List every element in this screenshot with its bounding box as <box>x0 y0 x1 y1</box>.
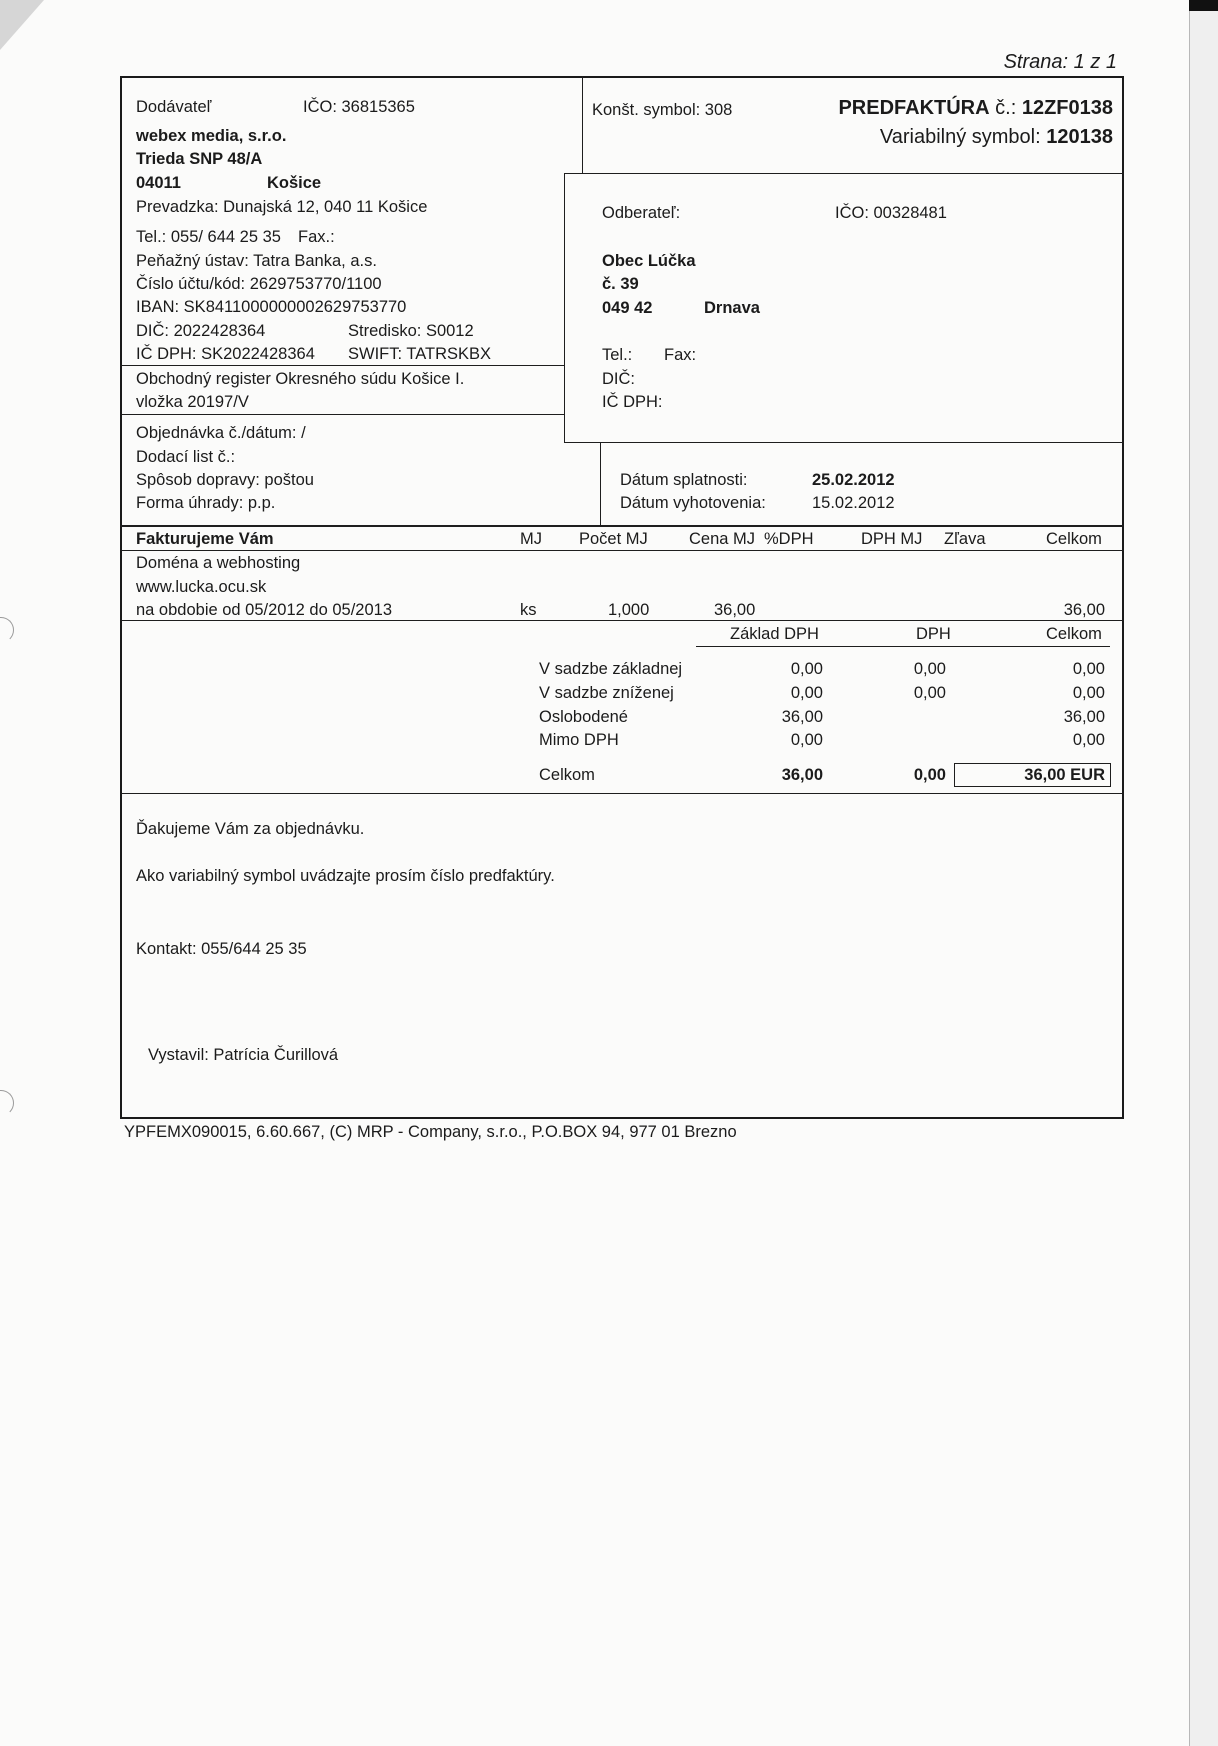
item-total: 36,00 <box>1063 601 1105 619</box>
supplier-premises: Prevadzka: Dunajská 12, 040 11 Košice <box>136 198 428 216</box>
summary-bottom-rule <box>120 793 1124 794</box>
item-description-line: na obdobie od 05/2012 do 05/2013 <box>136 601 392 619</box>
customer-city: Drnava <box>704 299 760 317</box>
supplier-account: Číslo účtu/kód: 2629753770/1100 <box>136 275 382 293</box>
variable-symbol <box>880 126 1113 148</box>
contact-note: Kontakt: 055/644 25 35 <box>136 940 307 958</box>
payment-method: Forma úhrady: p.p. <box>136 494 276 512</box>
summary-header-vat: DPH <box>916 625 951 643</box>
grand-total-vat: 0,00 <box>913 766 946 784</box>
scan-corner-bar <box>1189 0 1218 11</box>
variable-symbol-value: 120138 <box>1046 126 1113 148</box>
summary-row-total: 36,00 <box>1063 708 1105 726</box>
summary-row-label: V sadzbe zníženej <box>539 684 674 702</box>
supplier-dic: DIČ: 2022428364 <box>136 322 266 340</box>
supplier-rule <box>120 365 564 366</box>
due-date-label: Dátum splatnosti: <box>620 471 748 489</box>
supplier-swift: SWIFT: TATRSKBX <box>348 345 492 363</box>
summary-row-base: 36,00 <box>781 708 823 726</box>
variable-symbol-note: Ako variabilný symbol uvádzajte prosím číslo predfaktúry. <box>136 867 555 885</box>
items-header-discount: Zľava <box>944 530 986 548</box>
document-number-label: č.: <box>995 97 1017 119</box>
summary-row-total: 0,00 <box>1072 684 1105 702</box>
summary-row-base: 0,00 <box>790 731 823 749</box>
summary-row-base: 0,00 <box>790 660 823 678</box>
item-price: 36,00 <box>714 601 756 619</box>
supplier-label: Dodávateľ <box>136 98 212 116</box>
item-description-line: www.lucka.ocu.sk <box>136 578 267 596</box>
items-bottom-rule <box>120 620 1124 621</box>
document-type: PREDFAKTÚRA <box>838 97 990 119</box>
items-header-description: Fakturujeme Vám <box>136 530 274 548</box>
customer-label: Odberateľ: <box>602 204 681 222</box>
item-qty: 1,000 <box>608 601 650 619</box>
supplier-iban: IBAN: SK8411000000002629753770 <box>136 298 407 316</box>
item-description-line: Doména a webhosting <box>136 554 301 572</box>
item-unit: ks <box>520 601 537 619</box>
supplier-name: webex media, s.r.o. <box>136 127 287 145</box>
punch-hole-mark <box>0 617 14 643</box>
items-header-total: Celkom <box>1046 530 1102 548</box>
summary-row-label: Oslobodené <box>539 708 628 726</box>
summary-row-vat: 0,00 <box>913 684 946 702</box>
header-divider <box>582 76 583 173</box>
summary-row-vat: 0,00 <box>913 660 946 678</box>
supplier-center: Stredisko: S0012 <box>348 322 474 340</box>
scan-edge-strip <box>1189 0 1218 1746</box>
customer-name: Obec Lúčka <box>602 252 696 270</box>
summary-row-base: 0,00 <box>790 684 823 702</box>
register-rule <box>120 414 564 415</box>
document-title <box>838 97 1113 119</box>
customer-street: č. 39 <box>602 275 639 293</box>
supplier-ico: IČO: 36815365 <box>303 98 415 116</box>
customer-dic: DIČ: <box>602 370 635 388</box>
items-header-qty: Počet MJ <box>579 530 648 548</box>
items-header-vat-unit: DPH MJ <box>861 530 923 548</box>
supplier-register-insert: vložka 20197/V <box>136 393 249 411</box>
grand-total-base: 36,00 <box>781 766 823 784</box>
summary-header-total: Celkom <box>1046 625 1102 643</box>
supplier-zip: 04011 <box>136 174 181 192</box>
scan-corner-fold <box>0 0 44 50</box>
thanks-note: Ďakujeme Vám za objednávku. <box>136 820 365 838</box>
summary-header-base: Základ DPH <box>730 625 819 643</box>
due-date: 25.02.2012 <box>812 471 895 489</box>
supplier-ic-dph: IČ DPH: SK2022428364 <box>136 345 315 363</box>
items-header-rule <box>120 550 1124 551</box>
delivery-note: Dodací list č.: <box>136 448 236 466</box>
customer-fax: Fax: <box>664 346 697 364</box>
grand-total-amount: 36,00 EUR <box>1024 766 1105 784</box>
supplier-city: Košice <box>267 174 322 192</box>
constant-symbol: Konšt. symbol: 308 <box>592 101 733 119</box>
page-number: Strana: 1 z 1 <box>1003 51 1117 73</box>
items-header-unit: MJ <box>520 530 542 548</box>
items-header-vat-pct: %DPH <box>764 530 814 548</box>
order-number: Objednávka č./dátum: / <box>136 424 306 442</box>
issue-date: 15.02.2012 <box>812 494 895 512</box>
customer-ic-dph: IČ DPH: <box>602 393 663 411</box>
supplier-fax: Fax.: <box>298 228 335 246</box>
summary-row-label: Mimo DPH <box>539 731 619 749</box>
supplier-street: Trieda SNP 48/A <box>136 150 263 168</box>
customer-zip: 049 42 <box>602 299 653 317</box>
software-footer: YPFEMX090015, 6.60.667, (C) MRP - Company, s.r.o., P.O.BOX 94, 977 01 Brezno <box>124 1123 737 1141</box>
supplier-bank: Peňažný ústav: Tatra Banka, a.s. <box>136 252 377 270</box>
summary-row-total: 0,00 <box>1072 660 1105 678</box>
summary-row-label: V sadzbe základnej <box>539 660 683 678</box>
grand-total-label: Celkom <box>539 766 595 784</box>
customer-tel: Tel.: <box>602 346 633 364</box>
shipping-method: Spôsob dopravy: poštou <box>136 471 314 489</box>
summary-row-total: 0,00 <box>1072 731 1105 749</box>
document-number: 12ZF0138 <box>1021 97 1113 119</box>
variable-symbol-label: Variabilný symbol: <box>879 126 1041 148</box>
supplier-register: Obchodný register Okresného súdu Košice I. <box>136 370 465 388</box>
issued-by: Vystavil: Patrícia Čurillová <box>148 1046 339 1064</box>
summary-header-rule <box>696 646 1110 647</box>
customer-ico: IČO: 00328481 <box>835 204 947 222</box>
supplier-tel: Tel.: 055/ 644 25 35 <box>136 228 281 246</box>
issue-date-label: Dátum vyhotovenia: <box>620 494 766 512</box>
items-header-price: Cena MJ <box>689 530 756 548</box>
punch-hole-mark <box>0 1090 14 1116</box>
dates-divider <box>600 443 601 525</box>
items-top-rule <box>120 525 1124 527</box>
